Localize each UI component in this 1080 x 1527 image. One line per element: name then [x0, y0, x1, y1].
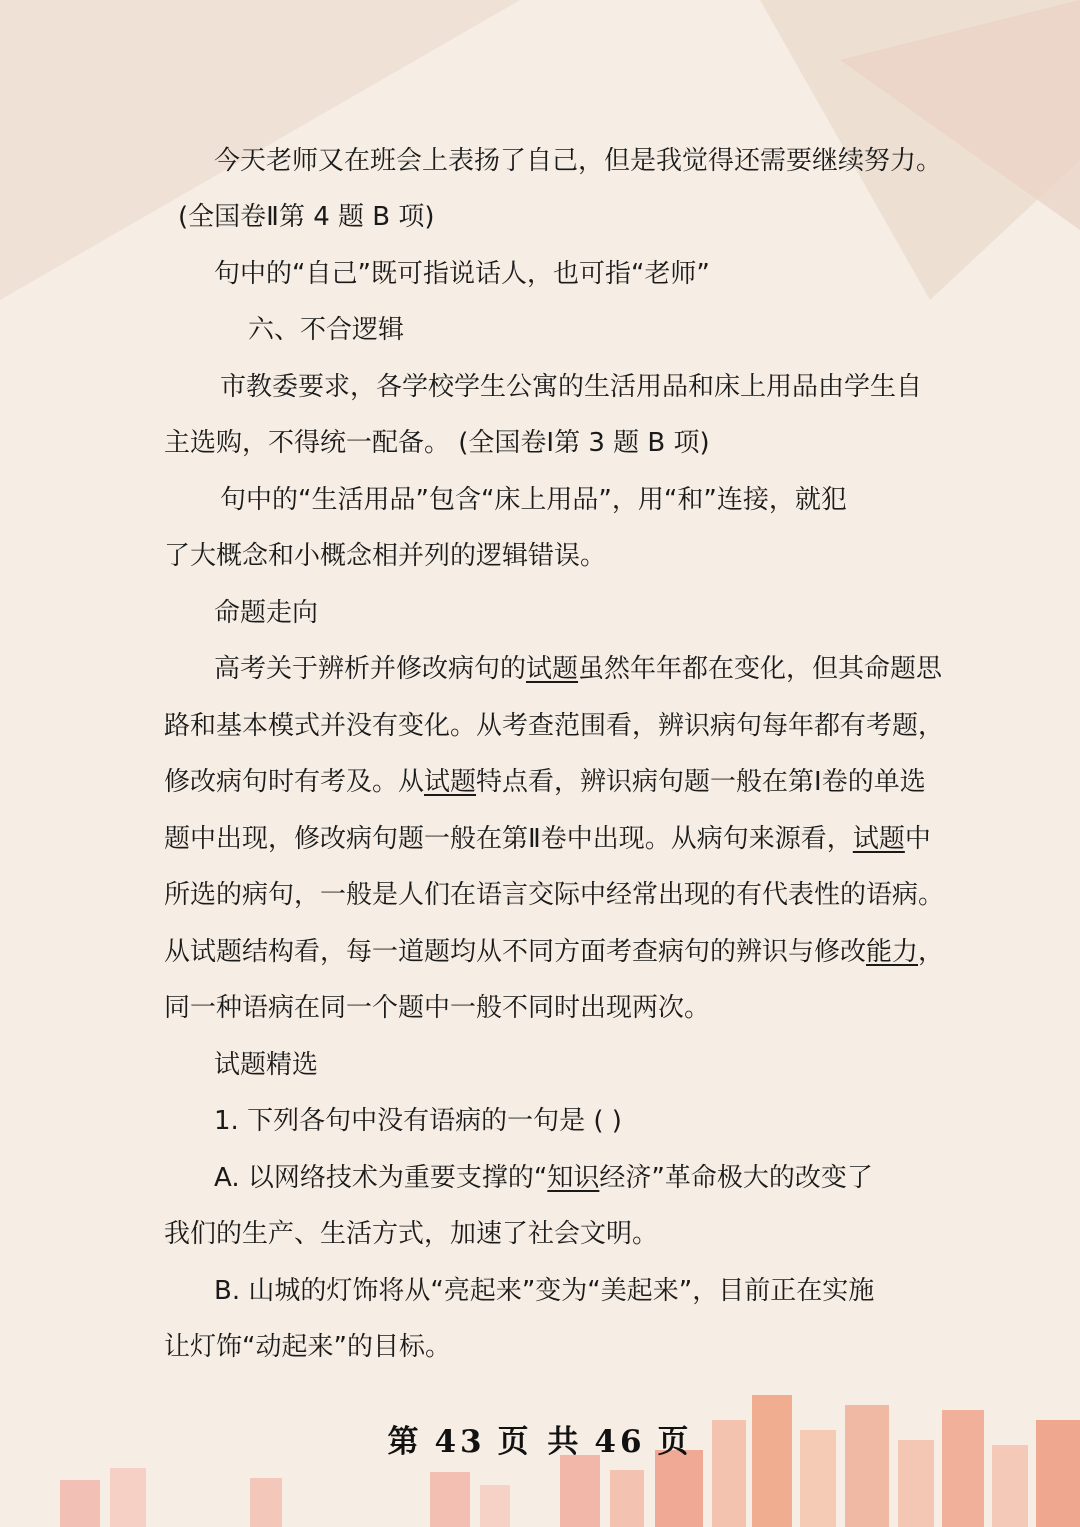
text-line	[164, 811, 931, 867]
section-heading	[248, 302, 1008, 358]
text-segment: 题中出现，修改病句题一般在第Ⅱ卷中出现。从病句来源看，	[164, 824, 853, 854]
text-segment: 虽然年年都在变化，但其命题思	[578, 654, 943, 684]
option-b	[214, 1263, 974, 1319]
text-segment: 1. 下列各句中没有语病的一句是 ( )	[214, 1106, 622, 1136]
underlined-term: 能力	[866, 937, 919, 967]
current-page-number: 43	[434, 1424, 486, 1460]
footer-middle: 页 共	[497, 1424, 583, 1460]
text-segment: 高考关于辨析并修改病句的	[214, 654, 527, 684]
option-a	[214, 1150, 974, 1206]
text-segment: 主选购，不得统一配备。 (全国卷Ⅰ第 3 题 B 项)	[164, 428, 710, 458]
page-number-footer	[0, 1414, 1080, 1470]
text-segment: 六、不合逻辑	[248, 315, 405, 345]
underlined-term: 试题	[526, 654, 579, 684]
text-line	[164, 528, 924, 584]
text-line	[214, 641, 974, 697]
text-line	[164, 1206, 924, 1262]
text-segment: 我们的生产、生活方式，加速了社会文明。	[164, 1219, 659, 1249]
text-line	[178, 189, 938, 245]
text-segment: 句中的“自己”既可指说话人，也可指“老师”	[214, 259, 710, 289]
text-line	[214, 133, 974, 189]
text-segment: A. 以网络技术为重要支撑的“	[214, 1163, 548, 1193]
text-segment: B. 山城的灯饰将从“亮起来”变为“美起来”，目前正在实施	[214, 1276, 875, 1306]
text-segment: 让灯饰“动起来”的目标。	[164, 1332, 451, 1362]
underlined-term: 知识	[547, 1163, 600, 1193]
underlined-term: 试题	[424, 767, 477, 797]
text-segment: 今天老师又在班会上表扬了自己，但是我觉得还需要继续努力。	[214, 146, 943, 176]
underlined-term: 试题	[852, 824, 905, 854]
text-segment: 修改病句时有考及。从	[164, 767, 425, 797]
footer-prefix: 第	[387, 1424, 423, 1460]
text-line	[214, 246, 974, 302]
text-segment: 中	[904, 824, 931, 854]
text-segment: 试题精选	[214, 1050, 319, 1080]
text-line	[164, 867, 945, 923]
text-segment: 市教委要求，各学校学生公寓的生活用品和床上用品由学生自	[220, 372, 923, 402]
text-segment: ，	[918, 937, 945, 967]
text-segment: 所选的病句，一般是人们在语言交际中经常出现的有代表性的语病。	[164, 880, 945, 910]
text-segment: (全国卷Ⅱ第 4 题 B 项)	[178, 202, 435, 232]
footer-suffix: 页	[657, 1424, 693, 1460]
text-segment: 句中的“生活用品”包含“床上用品”，用“和”连接，就犯	[220, 485, 847, 515]
text-line	[220, 472, 980, 528]
text-segment: 命题走向	[214, 598, 319, 628]
text-segment: 经济”革命极大的改变了	[599, 1163, 873, 1193]
text-line	[220, 359, 980, 415]
total-pages-number: 46	[594, 1424, 646, 1460]
section-heading	[214, 1037, 974, 1093]
section-heading	[214, 585, 974, 641]
text-line	[164, 1319, 924, 1375]
text-line	[164, 924, 945, 980]
text-line	[164, 754, 924, 810]
text-line	[164, 698, 945, 754]
text-line	[164, 980, 924, 1036]
text-segment: 特点看，辨识病句题一般在第Ⅰ卷的单选	[476, 767, 926, 797]
text-segment: 路和基本模式并没有变化。从考查范围看，辨识病句每年都有考题，	[164, 711, 945, 741]
text-segment: 从试题结构看，每一道题均从不同方面考查病句的辨识与修改	[164, 937, 867, 967]
text-segment: 同一种语病在同一个题中一般不同时出现两次。	[164, 993, 711, 1023]
text-line	[164, 415, 924, 471]
text-segment: 了大概念和小概念相并列的逻辑错误。	[164, 541, 607, 571]
question-stem	[214, 1093, 974, 1149]
